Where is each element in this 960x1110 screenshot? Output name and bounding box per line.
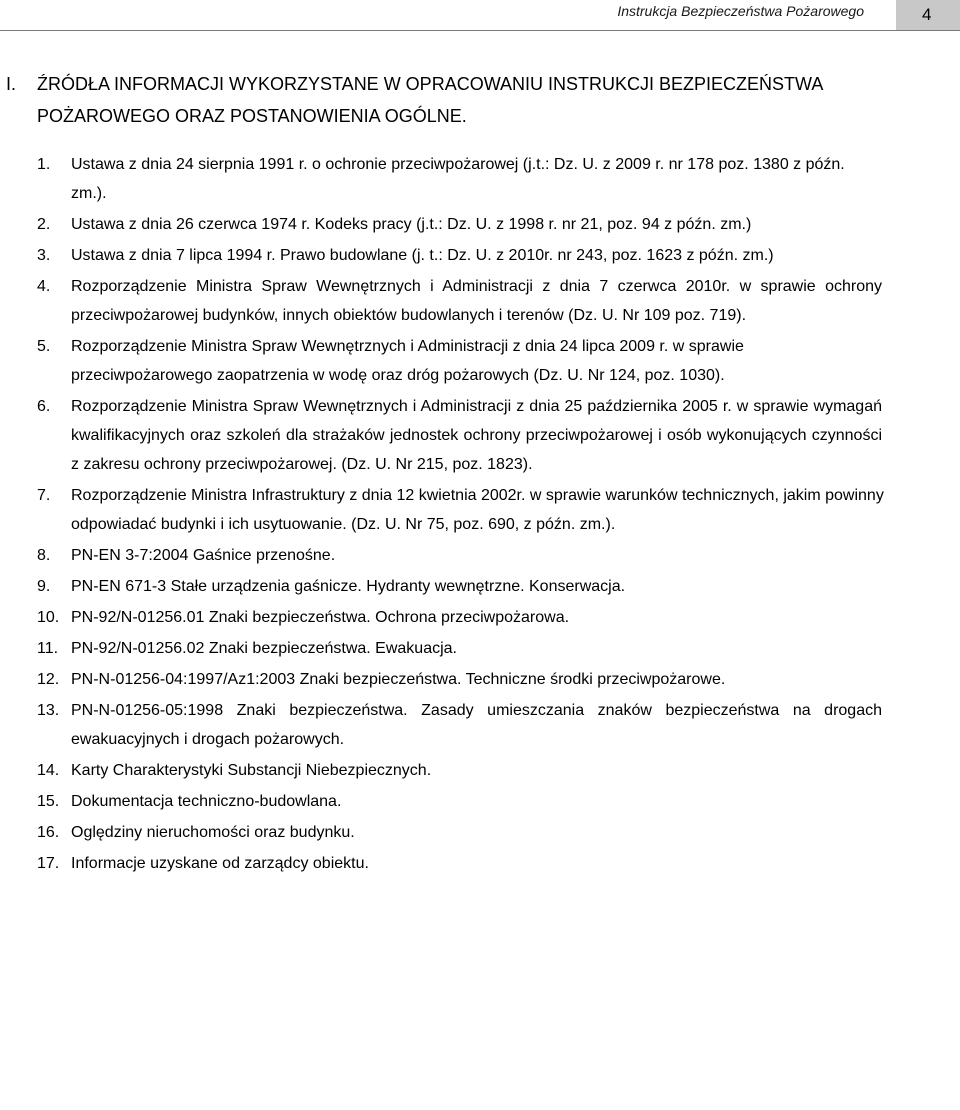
item-number: 5. — [37, 338, 51, 355]
list-item — [0, 665, 960, 694]
item-text: Ustawa z dnia 24 sierpnia 1991 r. o ochronie przeciwpożarowej (j.t.: Dz. U. z 2009 r. nr 178 poz. 1380 z późn. zm.). — [71, 156, 845, 202]
item-text: PN-92/N-01256.02 Znaki bezpieczeństwa. Ewakuacja. — [71, 640, 457, 657]
item-number: 8. — [37, 547, 51, 564]
item-text: Rozporządzenie Ministra Spraw Wewnętrznych i Administracji z dnia 25 października 2005 r. w sprawie wymagań kwalifikacyjnych oraz szkoleń dla strażaków jednostek ochrony przeciwpożarowej i osób wykonujących czynności z zakresu ochrony przeciwpożarowej. (Dz. U. Nr 215, poz. 1823). — [71, 398, 882, 473]
item-number: 4. — [37, 278, 51, 295]
list-item — [0, 634, 960, 663]
list-item — [0, 272, 960, 330]
item-number: 2. — [37, 216, 51, 233]
item-number: 10. — [37, 609, 60, 626]
page-header — [0, 0, 960, 30]
list-item — [0, 332, 960, 390]
page-number: 4 — [896, 0, 960, 30]
item-text: Informacje uzyskane od zarządcy obiektu. — [71, 855, 369, 872]
item-number: 17. — [37, 855, 60, 872]
item-text: Rozporządzenie Ministra Spraw Wewnętrznych i Administracji z dnia 24 lipca 2009 r. w sprawie przeciwpożarowego zaopatrzenia w wodę oraz dróg pożarowych (Dz. U. Nr 124, poz. 1030). — [71, 338, 744, 384]
section-title: ŹRÓDŁA INFORMACJI WYKORZYSTANE W OPRACOWANIU INSTRUKCJI BEZPIECZEŃSTWA POŻAROWEGO ORAZ POSTANOWIENIA OGÓLNE. — [37, 74, 823, 127]
item-number: 12. — [37, 671, 60, 688]
list-item — [0, 541, 960, 570]
item-text: Karty Charakterystyki Substancji Niebezpiecznych. — [71, 762, 432, 779]
list-item — [0, 696, 960, 754]
item-number: 3. — [37, 247, 51, 264]
list-item — [0, 756, 960, 785]
list-item — [0, 210, 960, 239]
item-text: PN-N-01256-04:1997/Az1:2003 Znaki bezpieczeństwa. Techniczne środki przeciwpożarowe. — [71, 671, 726, 688]
item-number: 7. — [37, 487, 51, 504]
list-item — [0, 603, 960, 632]
list-item — [0, 818, 960, 847]
sources-list — [0, 150, 960, 880]
list-item — [0, 849, 960, 878]
item-text: PN-EN 671-3 Stałe urządzenia gaśnicze. Hydranty wewnętrzne. Konserwacja. — [71, 578, 626, 595]
item-text: Ustawa z dnia 26 czerwca 1974 r. Kodeks pracy (j.t.: Dz. U. z 1998 r. nr 21, poz. 94 z późn. zm.) — [71, 216, 752, 233]
item-number: 1. — [37, 156, 51, 173]
item-number: 16. — [37, 824, 60, 841]
item-number: 9. — [37, 578, 51, 595]
list-item — [0, 481, 960, 539]
list-item — [0, 150, 960, 208]
list-item — [0, 787, 960, 816]
header-divider — [0, 30, 960, 31]
header-title: Instrukcja Bezpieczeństwa Pożarowego — [617, 3, 864, 19]
item-text: PN-N-01256-05:1998 Znaki bezpieczeństwa. Zasady umieszczania znaków bezpieczeństwa na drogach ewakuacyjnych i drogach pożarowych. — [71, 702, 882, 748]
item-number: 13. — [37, 702, 60, 719]
item-text: Dokumentacja techniczno-budowlana. — [71, 793, 342, 810]
item-text: Oględziny nieruchomości oraz budynku. — [71, 824, 355, 841]
list-item — [0, 572, 960, 601]
list-item — [0, 241, 960, 270]
item-text: Ustawa z dnia 7 lipca 1994 r. Prawo budowlane (j. t.: Dz. U. z 2010r. nr 243, poz. 1623 z późn. zm.) — [71, 247, 774, 264]
list-item — [0, 392, 960, 479]
item-text: Rozporządzenie Ministra Infrastruktury z dnia 12 kwietnia 2002r. w sprawie warunków technicznych, jakim powinny odpowiadać budynki i ich usytuowanie. (Dz. U. Nr 75, poz. 690, z późn. zm.). — [71, 487, 884, 533]
item-text: Rozporządzenie Ministra Spraw Wewnętrznych i Administracji z dnia 7 czerwca 2010r. w sprawie ochrony przeciwpożarowej budynków, innych obiektów budowlanych i terenów (Dz. U. Nr 109 poz. 719). — [71, 278, 882, 324]
item-number: 6. — [37, 398, 51, 415]
item-text: PN-92/N-01256.01 Znaki bezpieczeństwa. Ochrona przeciwpożarowa. — [71, 609, 570, 626]
item-number: 14. — [37, 762, 60, 779]
section-number: I. — [6, 74, 17, 95]
section-heading — [0, 68, 850, 132]
item-number: 15. — [37, 793, 60, 810]
item-number: 11. — [37, 640, 59, 657]
item-text: PN-EN 3-7:2004 Gaśnice przenośne. — [71, 547, 336, 564]
